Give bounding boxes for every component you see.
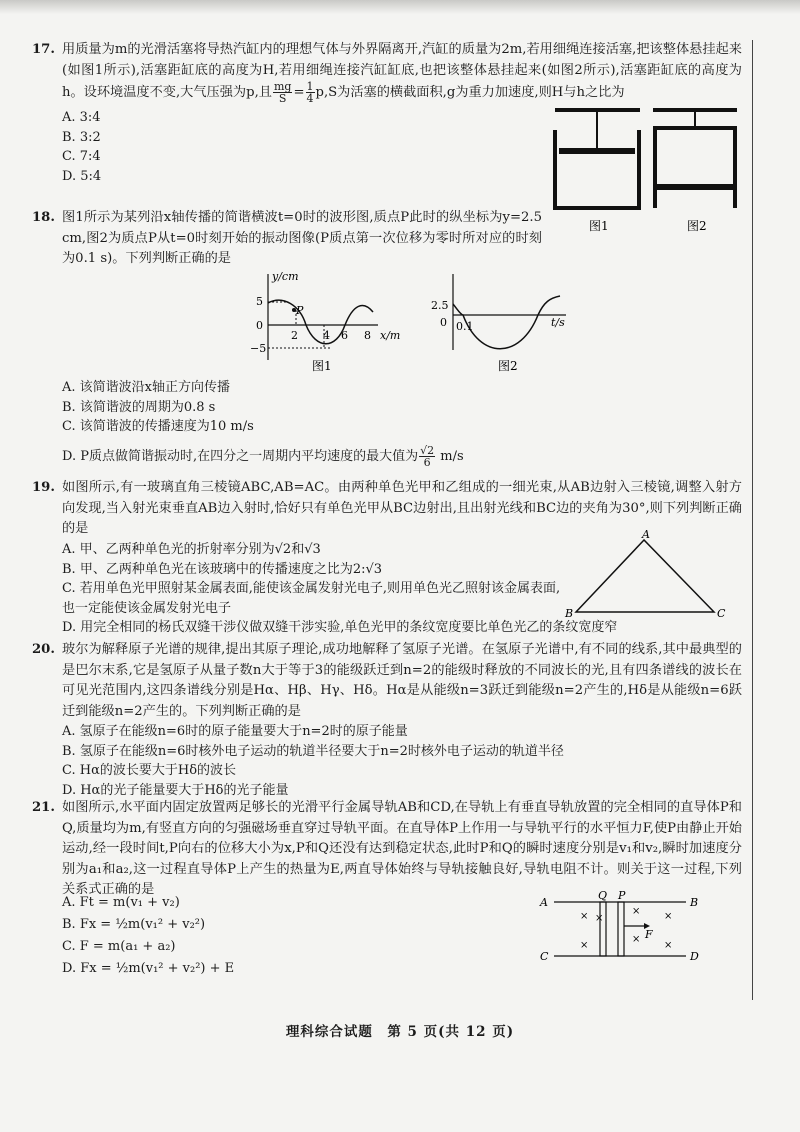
wave-graphs — [248, 270, 668, 375]
label-d: D — [690, 950, 699, 962]
field-mark: × — [664, 940, 673, 951]
prism-label-b: B — [565, 607, 574, 620]
question-17-number: 17. — [32, 42, 55, 57]
figure-1-caption: 图1 — [589, 219, 609, 233]
field-mark: × — [632, 906, 641, 917]
option-c: C. Hα的波长要大于Hδ的波长 — [62, 763, 237, 778]
mg-over-s: $\frac{mg}{S}$ — [273, 80, 292, 105]
option-b: B. Fx = ½m(v₁² + v₂²) — [62, 917, 206, 932]
question-19-number: 19. — [32, 480, 55, 495]
scan-edge-shadow — [0, 0, 800, 14]
question-17: 17. 用质量为m的光滑活塞将导热汽缸内的理想气体与外界隔离开,汽缸的质量为2m,若用细绳连接活塞,把该整体悬挂起来(如图1所示),活塞距缸底的高度为H,若用细绳连接汽缸缸底,也把该整体悬挂起来(如图2所示),活塞距缸底的高度为h。设环境温度不变,大气压强为p,且 $\frac{mg}{S}$ = $\frac{1}{4}$ p,S为活塞的横截面积,g为重力加速度,则H与h之比为 A. 3:4 B. 3:2 C. 7:4 D. 5:4 — [62, 40, 742, 186]
option-d: D. 用完全相同的杨氏双缝干涉仪做双缝干涉实验,单色光甲的条纹宽度要比单色光乙的条纹宽度窄 — [62, 620, 618, 635]
fig1-ylabel: y/cm — [272, 270, 299, 283]
question-19-option-d — [62, 618, 742, 638]
fig1-point-label: P — [296, 304, 304, 317]
question-21-text: 如图所示,水平面内固定放置两足够长的光滑平行金属导轨AB和CD,在导轨上有垂直导轨放置的完全相同的直导体P和Q,质量均为m,有竖直方向的匀强磁场垂直穿过导轨平面。在直导体P上作用一与导轨平行的水平恒力F,使P由静止开始运动,经一段时间t,P向右的位移大小为x,P和Q还没有达到稳定状态,此时P和Q的瞬时速度分别是v₁和v₂,瞬时加速度分别为a₁和a₂,这一过程直导体P上产生的热量为E,两直导体始终与导轨接触良好,导轨电阻不计。则关于这一过程,下列关系式正确的是 — [62, 800, 742, 897]
piston-1 — [559, 148, 635, 154]
question-20-text: 玻尔为解释原子光谱的规律,提出其原子理论,成功地解释了氢原子光谱。在氢原子光谱中,有不同的线系,其中最典型的是巴尔末系,它是氢原子从量子数n大于等于3的能级跃迁到n=2的能级时释放的不同波长的光,且有四条谱线的波长在可见光范围内,这四条谱线分别是Hα、Hβ、Hγ、Hδ。Hα是从能级n=3跃迁到能级n=2产生的,Hδ是从能级n=6跃迁到能级n=2产生的。下列判断正确的是 — [62, 642, 742, 719]
fig1-xlabel: x/m — [380, 329, 401, 342]
option-c: C. 若用单色光甲照射某金属表面,能使该金属发射光电子,则用单色光乙照射该金属表面,也一定能使该金属发射光电子 — [62, 581, 561, 616]
option-d: D. Fx = ½m(v₁² + v₂²) + E — [62, 961, 235, 976]
question-21-number: 21. — [32, 800, 55, 815]
prism-label-c: C — [717, 607, 726, 620]
page-footer: 理科综合试题 第 5 页(共 12 页) — [285, 1024, 515, 1040]
label-p: P — [618, 890, 626, 902]
cylinder-2 — [655, 128, 735, 208]
question-18-text: 图1所示为某列沿x轴传播的简谐横波t=0时的波形图,质点P此时的纵坐标为y=2.5 cm,图2为质点P从t=0时刻开始的振动图像(P质点第一次位移为零时所对应的时刻为0.1 s)。下列判断正确的是 — [62, 210, 542, 266]
prism-triangle — [576, 540, 714, 612]
question-17-text: 用质量为m的光滑活塞将导热汽缸内的理想气体与外界隔离开,汽缸的质量为2m,若用细绳连接活塞,把该整体悬挂起来(如图1所示),活塞距缸底的高度为H,若用细绳连接汽缸缸底,也把该整体悬挂起来(如图2所示),活塞距缸底的高度为h。设环境温度不变,大气压强为p,且 — [62, 42, 742, 100]
field-mark: × — [664, 911, 673, 922]
fig2-tick-2-5: 2.5 — [431, 299, 449, 312]
right-margin-rule — [752, 40, 753, 1000]
question-19-options — [62, 540, 562, 618]
conductor-q — [600, 902, 606, 956]
option-b: B. 氢原子在能级n=6时核外电子运动的轨道半径要大于n=2时核外电子运动的轨道半径 — [62, 743, 564, 759]
option-d: D. P质点做简谐振动时,在四分之一周期内平均速度的最大值为 $\frac{√2}{6}$ m/s — [62, 443, 464, 469]
question-21 — [32, 798, 742, 901]
option-c: C. 7:4 — [62, 149, 101, 164]
option-d: D. Hα的光子能量要大于Hδ的光子能量 — [62, 782, 289, 798]
field-mark: × — [595, 913, 604, 924]
fig2-xlabel: t/s — [551, 316, 565, 329]
label-f: F — [645, 928, 653, 941]
question-18 — [32, 208, 542, 270]
fig1-tick-5: 5 — [256, 295, 263, 308]
option-a: A. Ft = m(v₁ + v₂) — [62, 895, 180, 910]
option-b: B. 甲、乙两种单色光在该玻璃中的传播速度之比为2:√3 — [62, 561, 383, 577]
figure-2-caption: 图2 — [687, 219, 707, 233]
question-20-options — [62, 722, 742, 800]
fig1-caption: 图1 — [312, 359, 332, 373]
question-21-options — [62, 892, 532, 980]
piston-2 — [657, 184, 733, 190]
option-b: B. 该简谐波的周期为0.8 s — [62, 399, 216, 415]
fig1-tick-4: 4 — [323, 329, 330, 342]
label-a: A — [540, 896, 548, 909]
question-19-text: 如图所示,有一玻璃直角三棱镜ABC,AB=AC。由两种单色光甲和乙组成的一细光束,从AB边射入三棱镜,调整入射方向发现,当入射光束垂直AB边入射时,恰好只有单色光甲从BC边射出,且出射光线和BC边的夹角为30°,则下列判断正确的是 — [62, 480, 742, 536]
option-a: A. 3:4 — [62, 110, 101, 125]
fig1-tick-8: 8 — [364, 329, 371, 342]
option-c: C. F = m(a₁ + a₂) — [62, 939, 176, 954]
label-q: Q — [598, 890, 608, 902]
question-20 — [32, 640, 742, 800]
fig1-tick-0: 0 — [256, 319, 263, 332]
question-18-number: 18. — [32, 210, 55, 225]
rail-figure — [538, 890, 718, 962]
label-b: B — [690, 896, 699, 909]
fig2-caption: 图2 — [498, 359, 518, 373]
question-18-options — [62, 378, 742, 468]
option-a: A. 该简谐波沿x轴正方向传播 — [62, 380, 230, 395]
field-mark: × — [580, 911, 589, 922]
cylinder-figures — [545, 100, 745, 250]
fig1-wave — [268, 300, 373, 344]
fig1-tick-6: 6 — [341, 329, 348, 342]
option-c: C. 该简谐波的传播速度为10 m/s — [62, 419, 254, 434]
prism-label-a: A — [642, 528, 650, 541]
prism-figure — [562, 528, 732, 620]
fig1-tick-neg5: −5 — [250, 342, 267, 355]
fig2-tick-0-1: 0.1 — [456, 320, 474, 333]
fig2-tick-0: 0 — [440, 316, 447, 329]
conductor-p — [618, 902, 624, 956]
option-a: A. 甲、乙两种单色光的折射率分别为√2和√3 — [62, 542, 321, 557]
fig1-tick-2: 2 — [291, 329, 298, 342]
option-b: B. 3:2 — [62, 129, 101, 145]
one-quarter: $\frac{1}{4}$ — [306, 80, 314, 105]
option-d: D. 5:4 — [62, 168, 102, 184]
field-mark: × — [632, 934, 641, 945]
label-c: C — [540, 950, 549, 962]
question-20-number: 20. — [32, 642, 55, 657]
option-a: A. 氢原子在能级n=6时的原子能量要大于n=2时的原子能量 — [62, 724, 408, 739]
field-mark: × — [580, 940, 589, 951]
